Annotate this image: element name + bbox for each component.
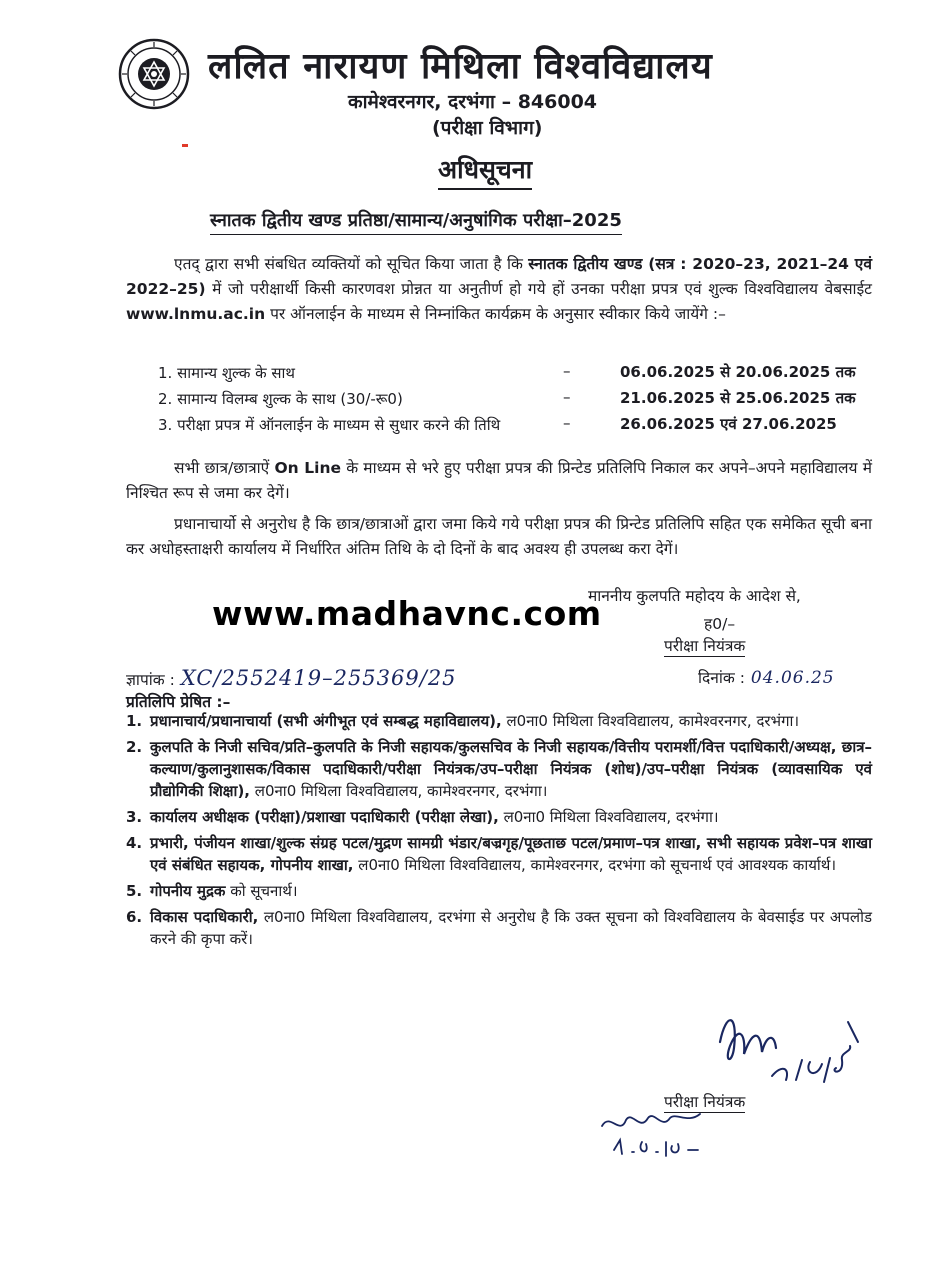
copy-forwarded-heading: प्रतिलिपि प्रेषित :–: [126, 693, 231, 711]
date-value: 04.06.25: [750, 668, 835, 688]
schedule-row: 3. परीक्षा प्रपत्र में ऑनलाईन के माध्यम से सुधार करने की तिथि – 26.06.2025 एवं 27.06.2025: [158, 414, 837, 434]
schedule-date: 06.06.2025 से 20.06.2025 तक: [620, 363, 856, 381]
list-item: 5. गोपनीय मुद्रक को सूचनार्थ।: [126, 882, 298, 900]
website-watermark: www.madhavnc.com: [212, 594, 602, 633]
red-ink-mark: [182, 144, 188, 147]
handwritten-signature: [712, 1002, 872, 1092]
copy-recipient-list: [126, 710, 872, 954]
principal-paragraph: प्रधानाचार्यो से अनुरोध है कि छात्र/छात्राओं द्वारा जमा किये गये परीक्षा प्रपत्र की प्रिन्टेड प्रतिलिपि सहित एक समेकित सूची बना कर अधोहस्ताक्षरी कार्यालय में निर्धारित अंतिम तिथि के दो दिनों के बाद अवश्य ही उपलब्ध करा देगें।: [126, 515, 872, 558]
notification-title: अधिसूचना: [438, 152, 532, 190]
university-name: ललित नारायण मिथिला विश्वविद्यालय: [208, 46, 713, 87]
list-item: 3. कार्यालय अधीक्षक (परीक्षा)/प्रशाखा पदाधिकारी (परीक्षा लेखा), ल0ना0 मिथिला विश्वविद्यालय, दरभंगा।: [126, 808, 719, 826]
list-item: 4. प्रभारी, पंजीयन शाखा/शुल्क संग्रह पटल/मुद्रण सामग्री भंडार/बज्रगृह/पूछताछ पटल/प्रमाण–पत्र शाखा, सभी सहायक प्रवेश–पत्र शाखा एवं संबंधित सहायक, गोपनीय शाखा, ल0ना0 मिथिला विश्वविद्यालय, कामेश्वरनगर, दरभंगा को सूचनार्थ एवं आवश्यक कार्यार्थ।: [126, 834, 872, 874]
university-address: कामेश्वरनगर, दरभंगा – 846004: [348, 91, 598, 113]
schedule-row: 1. सामान्य शुल्क के साथ – 06.06.2025 से 20.06.2025 तक: [158, 362, 856, 382]
memo-date: दिनांक : 04.06.25: [698, 668, 835, 688]
signed-mark: ह0/–: [704, 615, 736, 633]
online-paragraph: सभी छात्र/छात्राऐं On Line के माध्यम से भरे हुए परीक्षा प्रपत्र की प्रिन्टेड प्रतिलिपि निकाल कर अपने–अपने महाविद्यालय में निश्चित रूप से जमा कर देगें।: [126, 459, 872, 502]
order-line: माननीय कुलपति महोदय के आदेश से,: [588, 587, 801, 605]
schedule-row: 2. सामान्य विलम्ब शुल्क के साथ (30/-रू0) – 21.06.2025 से 25.06.2025 तक: [158, 388, 856, 408]
course-session: स्नातक द्वितीय खण्ड (सत्र : 2020–23, 2021–24 एवं 2022–25): [126, 255, 873, 298]
list-item: 6. विकास पदाधिकारी, ल0ना0 मिथिला विश्वविद्यालय, दरभंगा से अनुरोध है कि उक्त सूचना को विश्वविद्यालय के बेवसाईड पर अपलोड करने की कृपा करें।: [126, 908, 872, 948]
memo-number: ज्ञापांक : XC/2552419–255369/25: [126, 666, 457, 690]
schedule-date: 21.06.2025 से 25.06.2025 तक: [620, 389, 856, 407]
department-name: (परीक्षा विभाग): [432, 117, 543, 139]
schedule-date: 26.06.2025 एवं 27.06.2025: [620, 415, 837, 433]
notification-subject: स्नातक द्वितीय खण्ड प्रतिष्ठा/सामान्य/अनुषांगिक परीक्षा–2025: [210, 208, 622, 235]
website-link[interactable]: www.lnmu.ac.in: [126, 305, 266, 323]
intro-paragraph: एतद् द्वारा सभी संबधित व्यक्तियों को सूचित किया जाता है कि स्नातक द्वितीय खण्ड (सत्र : 2020–23, 2021–24 एवं 2022–25) में जो परीक्षार्थी किसी कारणवश प्रोन्नत या अनुतीर्ण हो गये हों उनका परीक्षा प्रपत्र एवं शुल्क विश्वविद्यालय वेबसाईट www.lnmu.ac.in पर ऑनलाईन के माध्यम से निम्नांकित कार्यक्रम के अनुसार स्वीकार किये जायेंगे :–: [126, 255, 873, 323]
initials-scribble: [596, 1106, 706, 1164]
memo-value: XC/2552419–255369/25: [180, 666, 457, 690]
university-seal-icon: [118, 38, 190, 110]
list-item: 1. प्रधानाचार्य/प्रधानाचार्या (सभी अंगीभूत एवं सम्बद्ध महाविद्यालय), ल0ना0 मिथिला विश्वविद्यालय, कामेश्वरनगर, दरभंगा।: [126, 712, 800, 730]
list-item: 2. कुलपति के निजी सचिव/प्रति–कुलपति के निजी सहायक/कुलसचिव के निजी सहायक/वित्तीय परामर्शी/वित्त पदाधिकारी/अध्यक्ष, छात्र–कल्याण/कुलानुशासक/विकास पदाधिकारी/परीक्षा नियंत्रक/उप–परीक्षा नियंत्रक (शोध)/उप–परीक्षा नियंत्रक (व्यावसायिक एवं प्रौद्योगिकी शिक्षा), ल0ना0 मिथिला विश्वविद्यालय, कामेश्वरनगर, दरभंगा।: [126, 738, 872, 800]
exam-controller-title: परीक्षा नियंत्रक: [664, 634, 745, 657]
footer-controller-title: परीक्षा नियंत्रक: [664, 1090, 745, 1113]
